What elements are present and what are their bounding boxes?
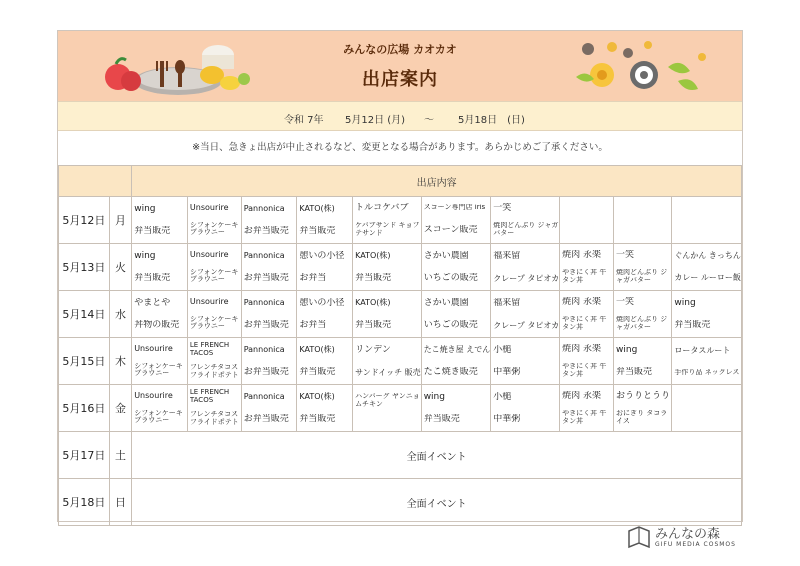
table-row (59, 291, 742, 338)
vendor-name: 福来留 (493, 251, 521, 262)
vendor-cell (560, 244, 614, 291)
vendor-item: いちごの販売 (423, 319, 478, 330)
vendor-name: KATO(株) (355, 298, 391, 308)
vendor-cell (353, 197, 422, 244)
vendor-name: wing (674, 297, 696, 308)
vendor-name: スコーン専門店 iris (423, 204, 486, 212)
date-range-bar (58, 101, 742, 131)
end-date: 5月18日 (日) (458, 115, 525, 126)
vendor-item: 弁当販売 (616, 366, 653, 377)
vendor-cell (614, 385, 672, 432)
page-title: 出店案内 (362, 69, 438, 90)
vendor-item: ケバブサンド キョフテサンド (355, 222, 420, 237)
vendor-name: Unsourire (134, 390, 173, 400)
vendor-cell (614, 197, 672, 244)
vendor-name: LE FRENCH TACOS (189, 342, 230, 357)
vendor-cell (421, 385, 491, 432)
weekday-cell: 月 (109, 197, 132, 244)
vendor-item: クレープ タピオカ (493, 273, 560, 283)
date-cell: 5月13日 (59, 244, 110, 291)
table-row (59, 338, 742, 385)
vendor-cell (421, 197, 491, 244)
vendor-cell (241, 291, 297, 338)
vendor-name: wing (423, 391, 445, 402)
start-date: 5月12日 (月) (345, 115, 406, 126)
vendor-item: お弁当販売 (243, 272, 289, 283)
vendor-item: 焼肉どんぶり ジャガバター (616, 269, 668, 284)
vendor-name: 焼肉 永楽 (562, 249, 602, 260)
vendor-name: KATO(株) (355, 251, 391, 261)
vendor-name: たこ焼き屋 えでん (423, 345, 491, 355)
vendor-name: 焼肉 永楽 (562, 343, 602, 354)
era-year: 令和 7年 (284, 115, 324, 126)
vendor-item: 弁当販売 (674, 319, 711, 330)
vendor-item: シフォンケーキ ブラウニー (189, 315, 239, 331)
vendor-cell (241, 385, 297, 432)
date-cell: 5月12日 (59, 197, 110, 244)
vendor-item: お弁当販売 (243, 413, 289, 424)
vendor-item: シフォンケーキ ブラウニー (134, 409, 183, 425)
full-event-cell: 全面イベント (132, 432, 742, 479)
header-banner (58, 31, 742, 101)
vendor-cell (491, 197, 560, 244)
vendor-name: トルコケバブ (355, 202, 409, 213)
vendor-item: スコーン販売 (423, 225, 478, 236)
table-row (59, 479, 742, 526)
weekday-cell: 金 (109, 385, 132, 432)
footer-logo-subtext: GIFU MEDIA COSMOS (655, 541, 736, 548)
table-row (59, 197, 742, 244)
vendor-name: 一笑 (616, 296, 635, 307)
vendor-cell (187, 338, 241, 385)
vendor-cell (297, 197, 353, 244)
vendor-item: カレー ルーロー飯 (674, 273, 741, 283)
vendor-item: 焼肉どんぶり ジャガバター (616, 316, 668, 331)
vendor-name: LE FRENCH TACOS (189, 389, 230, 404)
full-event-cell: 全面イベント (132, 479, 742, 526)
vendor-name: 小槌 (493, 344, 512, 355)
date-cell: 5月18日 (59, 479, 110, 526)
vendor-item: やきにく丼 牛タン丼 (562, 269, 607, 284)
vendor-cell (614, 244, 672, 291)
vendor-name: リンデン (355, 345, 391, 356)
vendor-item: 弁当販売 (134, 225, 171, 236)
vendor-name: 焼肉 永楽 (562, 296, 602, 307)
vendor-cell (132, 244, 188, 291)
vendor-name: 福来留 (493, 298, 521, 309)
footer-logo-text: みんなの森 (655, 527, 721, 542)
vendor-cell (672, 291, 742, 338)
vendor-item: シフォンケーキ ブラウニー (134, 362, 183, 378)
vendor-name: Unsourire (189, 249, 229, 259)
date-cell: 5月14日 (59, 291, 110, 338)
vendor-cell (421, 291, 491, 338)
vendor-item: お弁当販売 (243, 366, 289, 377)
schedule-table (58, 165, 742, 526)
vendor-cell (560, 197, 614, 244)
vendor-item: シフォンケーキ ブラウニー (189, 221, 239, 237)
vendor-cell (353, 244, 422, 291)
vendor-cell (491, 244, 560, 291)
vendor-name: Pannonica (243, 251, 285, 261)
vendor-name: ロータスルート (674, 345, 731, 355)
vendor-cell (241, 244, 297, 291)
brand-name: みんなの広場 カオカオ (343, 43, 457, 56)
vendor-item: 手作り品 ネックレス (674, 368, 740, 376)
schedule-sheet (57, 30, 743, 522)
vendor-item: クレープ タピオカ (493, 320, 560, 330)
vendor-cell (241, 338, 297, 385)
vendor-name: wing (134, 250, 156, 261)
vendor-cell (297, 291, 353, 338)
vendor-name: Pannonica (243, 204, 285, 214)
vendor-item: いちごの販売 (423, 272, 478, 283)
vendor-name: ハンバーグ ヤンニョムチキン (355, 393, 420, 408)
vendor-cell (187, 291, 241, 338)
vendor-name: wing (134, 203, 156, 214)
vendor-item: やきにく丼 牛タン丼 (562, 316, 607, 331)
table-row (59, 432, 742, 479)
vendor-cell (491, 291, 560, 338)
vendor-name: Unsourire (134, 343, 173, 353)
vendor-name: 憩いの小径 (299, 250, 345, 261)
vendor-cell (421, 244, 491, 291)
vendor-cell (672, 385, 742, 432)
vendor-name: おうりとうり (616, 390, 671, 401)
vendor-item: 弁当販売 (355, 319, 392, 330)
vendor-item: 弁当販売 (355, 272, 392, 283)
vendor-item: フレンチタコス フライドポテト (189, 364, 239, 379)
notice-text: ※当日、急きょ出店が中止されるなど、変更となる場合があります。あらかじめご了承ください。 (192, 142, 608, 153)
vendor-item: シフォンケーキ ブラウニー (189, 268, 239, 284)
vendor-cell (560, 385, 614, 432)
vendor-cell (187, 244, 241, 291)
vendor-cell (672, 197, 742, 244)
vendor-item: 丼物の販売 (134, 319, 180, 330)
vendor-item: お弁当 (299, 319, 327, 330)
table-row (59, 385, 742, 432)
vendor-cell (560, 338, 614, 385)
vendor-cell (421, 338, 491, 385)
vendor-name: Unsourire (189, 296, 229, 306)
vendor-item: お弁当 (299, 272, 327, 283)
table-row (59, 244, 742, 291)
vendor-cell (491, 385, 560, 432)
header-blank-cell (59, 166, 132, 197)
vendor-name: Unsourire (189, 202, 229, 212)
vendor-item: やきにく丼 牛タン丼 (562, 363, 607, 378)
vendor-name: KATO(株) (299, 392, 335, 402)
vendor-cell (297, 338, 353, 385)
vendor-cell (672, 244, 742, 291)
weekday-cell: 木 (109, 338, 132, 385)
vendor-name: wing (616, 344, 638, 355)
vendor-cell (187, 197, 241, 244)
date-cell: 5月16日 (59, 385, 110, 432)
vendor-name: 小槌 (493, 391, 512, 402)
vendor-cell (614, 291, 672, 338)
vendor-cell (560, 291, 614, 338)
vendor-item: おにぎり タコライス (616, 410, 668, 425)
vendor-item: 弁当販売 (134, 272, 171, 283)
vendor-item: 弁当販売 (299, 413, 336, 424)
vendor-name: KATO(株) (299, 204, 335, 214)
vendor-cell (491, 338, 560, 385)
weekday-cell: 土 (109, 432, 132, 479)
vendor-name: 焼肉 永楽 (562, 390, 602, 401)
vendor-cell (614, 338, 672, 385)
vendor-cell (297, 385, 353, 432)
vendor-item: 弁当販売 (299, 366, 336, 377)
vendor-cell (353, 338, 422, 385)
vendor-cell (132, 338, 188, 385)
book-tree-icon (627, 523, 651, 549)
vendor-name: やまとや (134, 297, 171, 308)
vendor-name: さかい農園 (423, 297, 469, 308)
vendor-cell (297, 244, 353, 291)
vendor-name: Pannonica (243, 298, 285, 308)
vendor-cell (132, 385, 188, 432)
vendor-item: 弁当販売 (423, 413, 460, 424)
vendor-cell (241, 197, 297, 244)
vendor-name: Pannonica (243, 392, 285, 402)
date-cell: 5月17日 (59, 432, 110, 479)
vendor-item: 焼肉どんぶり ジャガバター (493, 222, 559, 237)
vendor-item: 中華粥 (493, 366, 521, 377)
vendor-cell (187, 385, 241, 432)
vendor-item: お弁当販売 (243, 319, 289, 330)
vendor-item: サンドイッチ 販売 (355, 367, 421, 377)
vendor-name: Pannonica (243, 345, 285, 355)
vendor-name: ぐんかん きっちん (674, 251, 741, 261)
vendor-cell (132, 291, 188, 338)
range-separator: ～ (424, 115, 434, 126)
table-header-row (59, 166, 742, 197)
vendor-item: お弁当販売 (243, 225, 289, 236)
weekday-cell: 日 (109, 479, 132, 526)
weekday-cell: 火 (109, 244, 132, 291)
vendor-name: 憩いの小径 (299, 297, 345, 308)
date-cell: 5月15日 (59, 338, 110, 385)
table-header: 出店内容 (132, 166, 742, 197)
vendor-name: 一笑 (493, 202, 512, 213)
vendor-item: やきにく丼 牛タン丼 (562, 410, 607, 425)
vendor-cell (353, 291, 422, 338)
vendor-name: 一笑 (616, 249, 635, 260)
vendor-cell (132, 197, 188, 244)
vendor-name: さかい農園 (423, 250, 469, 261)
vendor-item: 弁当販売 (299, 225, 336, 236)
weekday-cell: 水 (109, 291, 132, 338)
vendor-item: 中華粥 (493, 413, 521, 424)
vendor-name: KATO(株) (299, 345, 335, 355)
vendor-cell (353, 385, 422, 432)
vendor-item: フレンチタコス フライドポテト (189, 411, 239, 426)
vendor-cell (672, 338, 742, 385)
vendor-item: たこ焼き販売 (423, 366, 478, 377)
footer-logo (627, 523, 747, 553)
